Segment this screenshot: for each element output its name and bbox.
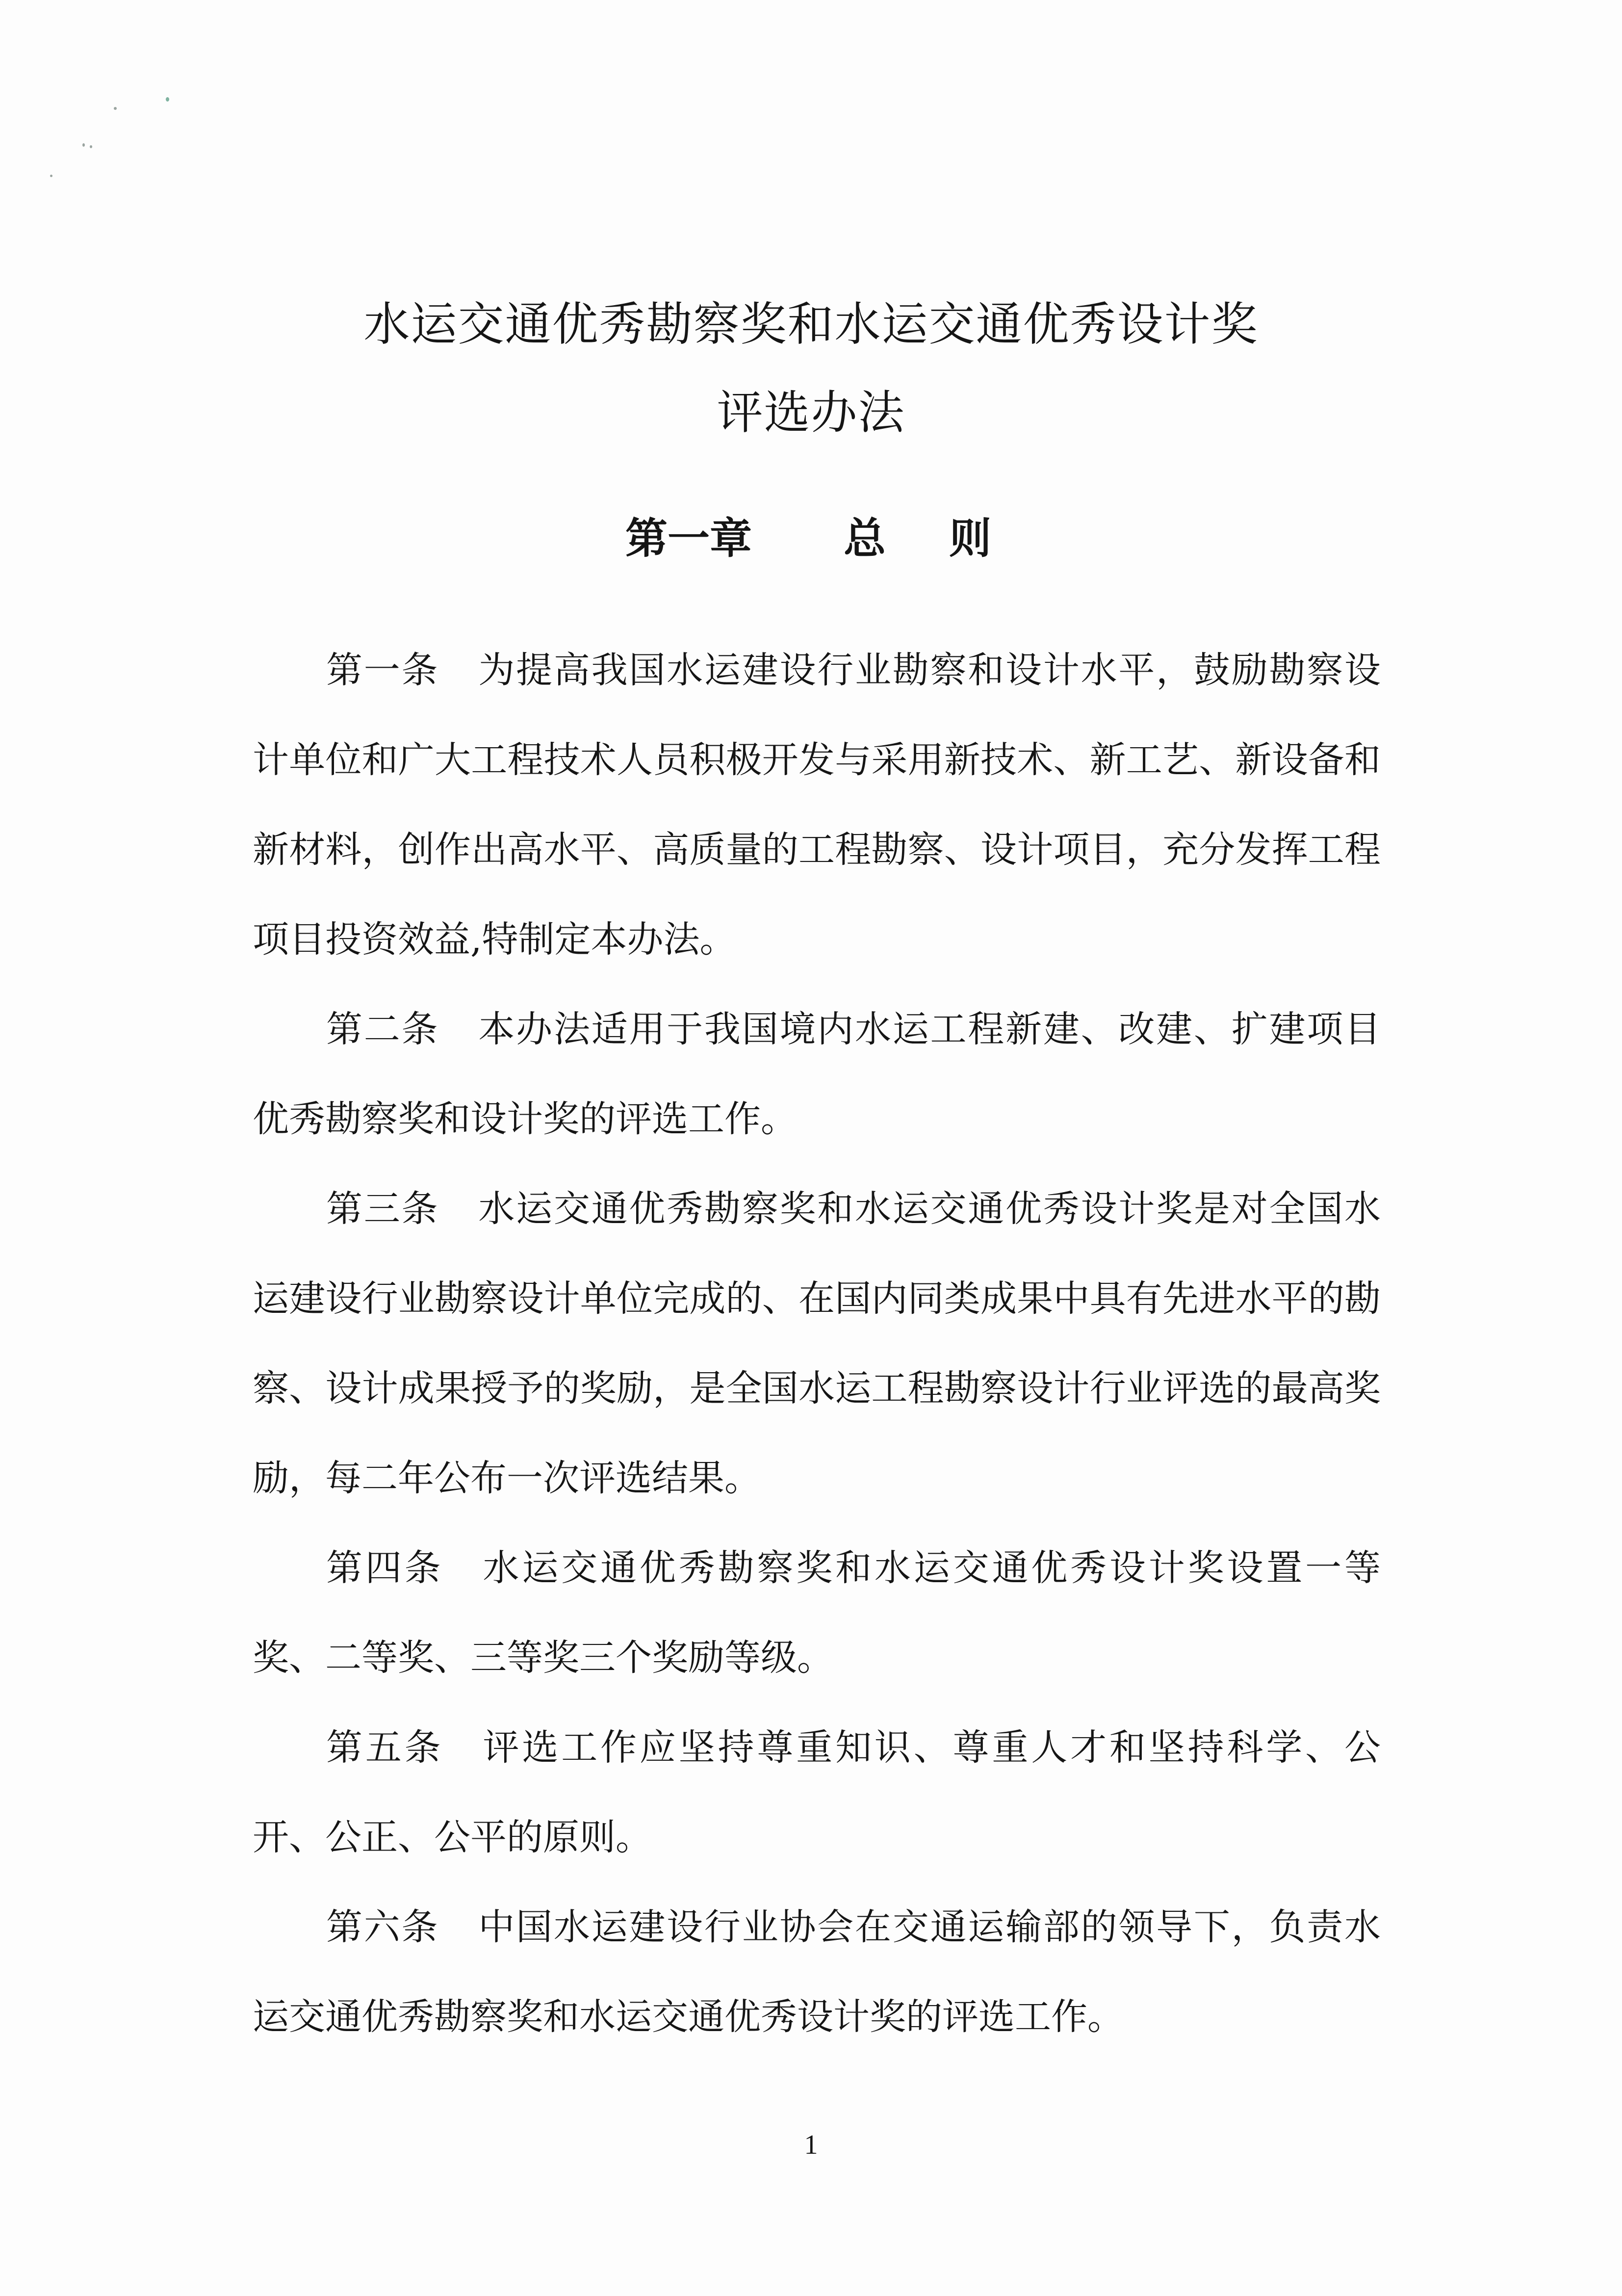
scan-speck — [90, 145, 92, 148]
article-4 — [253, 1523, 1381, 1703]
document-body — [253, 626, 1381, 2062]
document-title-line-1: 水运交通优秀勘察奖和水运交通优秀设计奖 — [363, 298, 1259, 351]
chapter-title-char-1: 总 — [844, 514, 886, 563]
article-2 — [253, 985, 1381, 1164]
article-3 — [253, 1164, 1381, 1523]
chapter-number: 第一章 — [625, 514, 752, 563]
article-text: 水运交通优秀勘察奖和水运交通优秀设计奖是对全国水运建设行业勘察设计单位完成的、在国内同类成果中具有先进水平的勘察、设计成果授予的奖励，是全国水运工程勘察设计行业评选的最高奖励，每二年公布一次评选结果。 — [253, 1188, 1381, 1499]
page-number: 1 — [804, 2130, 818, 2160]
article-label: 第二条 — [326, 1008, 439, 1050]
article-text: 评选工作应坚持尊重知识、尊重人才和坚持科学、公开、公正、公平的原则。 — [253, 1726, 1381, 1858]
article-text: 为提高我国水运建设行业勘察和设计水平，鼓励勘察设计单位和广大工程技术人员积极开发与采用新技术、新工艺、新设备和新材料，创作出高水平、高质量的工程勘察、设计项目，充分发挥工程项目投资效益,特制定本办法。 — [253, 649, 1381, 961]
scan-speck — [166, 97, 169, 102]
article-label: 第四条 — [326, 1547, 444, 1589]
article-6 — [253, 1882, 1381, 2062]
article-label: 第三条 — [326, 1188, 439, 1230]
article-label: 第六条 — [326, 1906, 439, 1948]
article-label: 第一条 — [326, 649, 439, 691]
article-1 — [253, 626, 1381, 985]
article-text: 中国水运建设行业协会在交通运输部的领导下，负责水运交通优秀勘察奖和水运交通优秀设计奖的评选工作。 — [253, 1906, 1381, 2038]
scan-speck — [114, 107, 117, 110]
document-title-line-2: 评选办法 — [717, 386, 905, 440]
scan-speck — [50, 175, 52, 177]
article-label: 第五条 — [326, 1726, 444, 1769]
article-5 — [253, 1703, 1381, 1882]
article-text: 本办法适用于我国境内水运工程新建、改建、扩建项目优秀勘察奖和设计奖的评选工作。 — [253, 1008, 1381, 1140]
scan-speck — [82, 143, 85, 147]
article-text: 水运交通优秀勘察奖和水运交通优秀设计奖设置一等奖、二等奖、三等奖三个奖励等级。 — [253, 1547, 1381, 1679]
chapter-title-char-2: 则 — [949, 514, 991, 563]
